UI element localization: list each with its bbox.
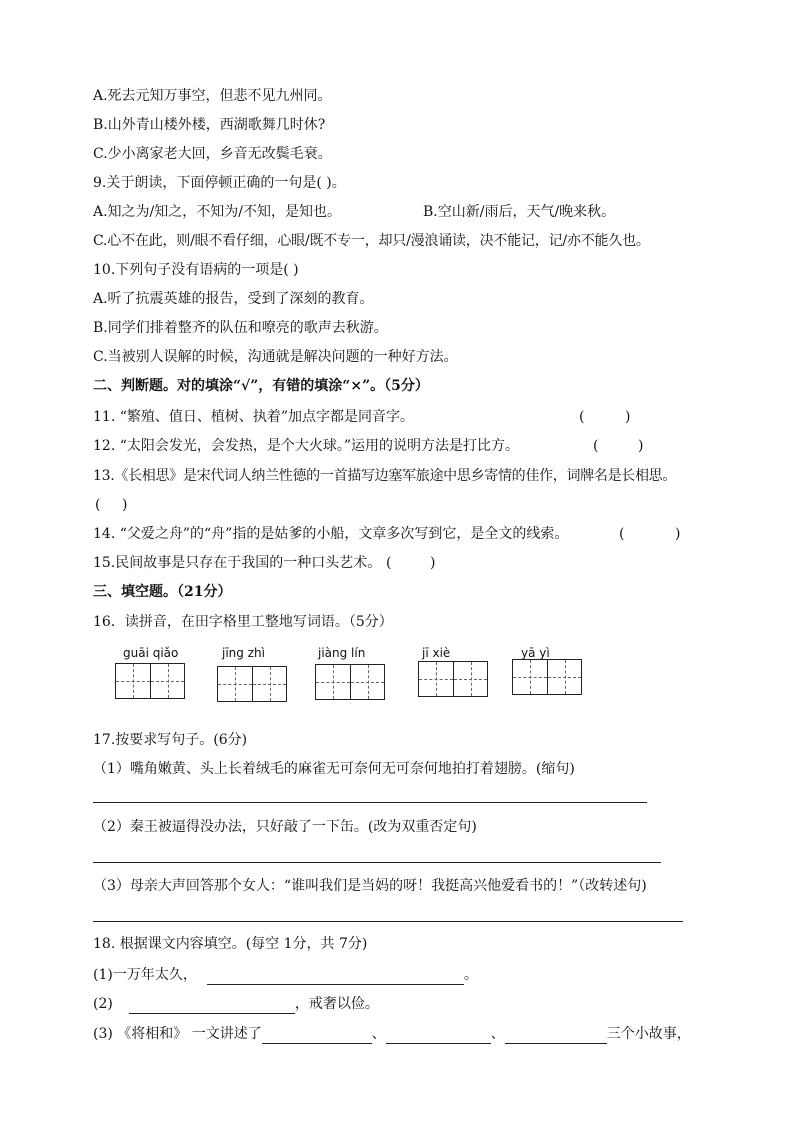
q18-3-blank-1[interactable] [262, 1029, 372, 1044]
q10-option-b: B.同学们排着整齐的队伍和嘹亮的歌声去秋游。 [93, 320, 388, 336]
q18-2-suffix: ，戒奢以俭。 [294, 996, 379, 1012]
q18-3-blank-3[interactable] [505, 1029, 607, 1044]
q12-bracket-open: ( [593, 438, 599, 454]
q18-stem: 18. 根据课文内容填空。(每空 1分，共 7分) [93, 936, 368, 952]
q18-2-prefix: (2) [93, 996, 113, 1012]
q14-text: 14. “父爱之舟”的“舟”指的是姑爹的小船，文章多次写到它，是全文的线索。 [93, 526, 569, 542]
tianzige-grid-3[interactable] [315, 664, 385, 700]
q18-3 [93, 1024, 691, 1044]
q18-1-suffix: 。 [463, 967, 478, 983]
q17-3-text: （3）母亲大声回答那个女人：“谁叫我们是当妈的呀！我挺高兴他爱看书的！”（改转述句) [93, 878, 647, 894]
q9-stem: 9.关于朗读，下面停顿正确的一句是( )。 [93, 175, 346, 191]
q13-text: 13.《长相思》是宋代词人纳兰性德的一首描写边塞军旅途中思乡寄情的佳作，词牌名是长相思。 [93, 468, 677, 484]
q18-2 [93, 994, 379, 1014]
pinyin-1: guāi qiǎo [123, 646, 179, 660]
grid-cell[interactable] [252, 667, 286, 701]
grid-cell[interactable] [350, 665, 384, 699]
q11-bracket-close[interactable]: ) [625, 409, 631, 425]
grid-cell[interactable] [419, 662, 453, 696]
pinyin-2: jīng zhì [222, 646, 265, 660]
grid-cell[interactable] [116, 664, 150, 698]
q14-bracket-close[interactable]: ) [675, 526, 681, 542]
q17-1-text: （1）嘴角嫩黄、头上长着绒毛的麻雀无可奈何无可奈何地拍打着翅膀。(缩句) [93, 761, 575, 777]
q17-2-answer-line[interactable] [93, 862, 661, 863]
q9-option-c: C.心不在此，则/眼不看仔细，心眼/既不专一，却只/漫浪诵读，决不能记，记/亦不能久也。 [93, 233, 650, 249]
q18-1-prefix: (1)一万年太久， [93, 967, 197, 983]
pinyin-4: jī xiè [422, 646, 451, 660]
q18-3-separator: 、 [490, 1026, 505, 1042]
q11-text: 11. “繁殖、值日、植树、执着”加点字都是同音字。 [93, 409, 415, 425]
q15-bracket-open: ( [386, 555, 392, 571]
q18-1-blank[interactable] [207, 970, 464, 985]
q17-3-answer-line[interactable] [93, 921, 683, 922]
q18-3-separator: 、 [371, 1026, 386, 1042]
q12-text: 12. “太阳会发光，会发热，是个大火球。”运用的说明方法是打比方。 [93, 438, 520, 454]
q15-bracket-close[interactable]: ) [430, 555, 436, 571]
q18-3-suffix: 三个小故事， [606, 1026, 691, 1042]
tianzige-grid-5[interactable] [512, 659, 582, 695]
q11-bracket-open: ( [579, 409, 585, 425]
q9-option-a: A.知之为/知之，不知为/不知，是知也。 [93, 204, 341, 220]
q10-option-a: A.听了抗震英雄的报告，受到了深刻的教育。 [93, 291, 374, 307]
grid-cell[interactable] [316, 665, 350, 699]
q17-stem: 17.按要求写句子。(6分) [93, 732, 248, 748]
grid-cell[interactable] [513, 660, 547, 694]
tianzige-grid-1[interactable] [115, 663, 185, 699]
q17-2-text: （2）秦王被逼得没办法，只好敲了一下缶。(改为双重否定句) [93, 819, 477, 835]
pinyin-3: jiàng lín [318, 646, 366, 660]
tianzige-grid-2[interactable] [217, 666, 287, 702]
q10-stem: 10.下列句子没有语病的一项是( ) [93, 262, 299, 278]
q8-option-a: A.死去元知万事空，但悲不见九州同。 [93, 88, 332, 104]
q15-text: 15.民间故事是只存在于我国的一种口头艺术。 [93, 555, 382, 571]
grid-cell[interactable] [150, 664, 184, 698]
q8-option-c: C.少小离家老大回，乡音无改鬓毛衰。 [93, 146, 332, 162]
section2-title: 二、判断题。对的填涂“√”，有错的填涂“×”。（5分） [93, 378, 429, 394]
q18-3-blank-2[interactable] [386, 1029, 491, 1044]
q18-1 [93, 965, 478, 985]
q13-bracket-close[interactable]: ) [122, 497, 128, 513]
q10-option-c: C.当被别人误解的时候，沟通就是解决问题的一种好方法。 [93, 349, 458, 365]
q12-bracket-close[interactable]: ) [638, 438, 644, 454]
q17-1-answer-line[interactable] [93, 802, 647, 803]
grid-cell[interactable] [218, 667, 252, 701]
q18-2-blank[interactable] [129, 999, 295, 1014]
q13-bracket-open: ( [95, 497, 101, 513]
pinyin-5: yā yì [521, 646, 550, 660]
q9-option-b: B.空山新/雨后，天气/晚来秋。 [423, 204, 616, 220]
q18-3-prefix: (3) 《将相和》 一文讲述了 [93, 1026, 262, 1042]
section3-title: 三、填空题。（21分） [93, 584, 232, 600]
q16-stem: 16．读拼音，在田字格里工整地写词语。（5分） [93, 614, 393, 630]
grid-cell[interactable] [547, 660, 581, 694]
tianzige-grid-4[interactable] [418, 661, 488, 697]
q14-bracket-open: ( [619, 526, 625, 542]
q8-option-b: B.山外青山楼外楼，西湖歌舞几时休? [93, 117, 326, 133]
grid-cell[interactable] [453, 662, 487, 696]
